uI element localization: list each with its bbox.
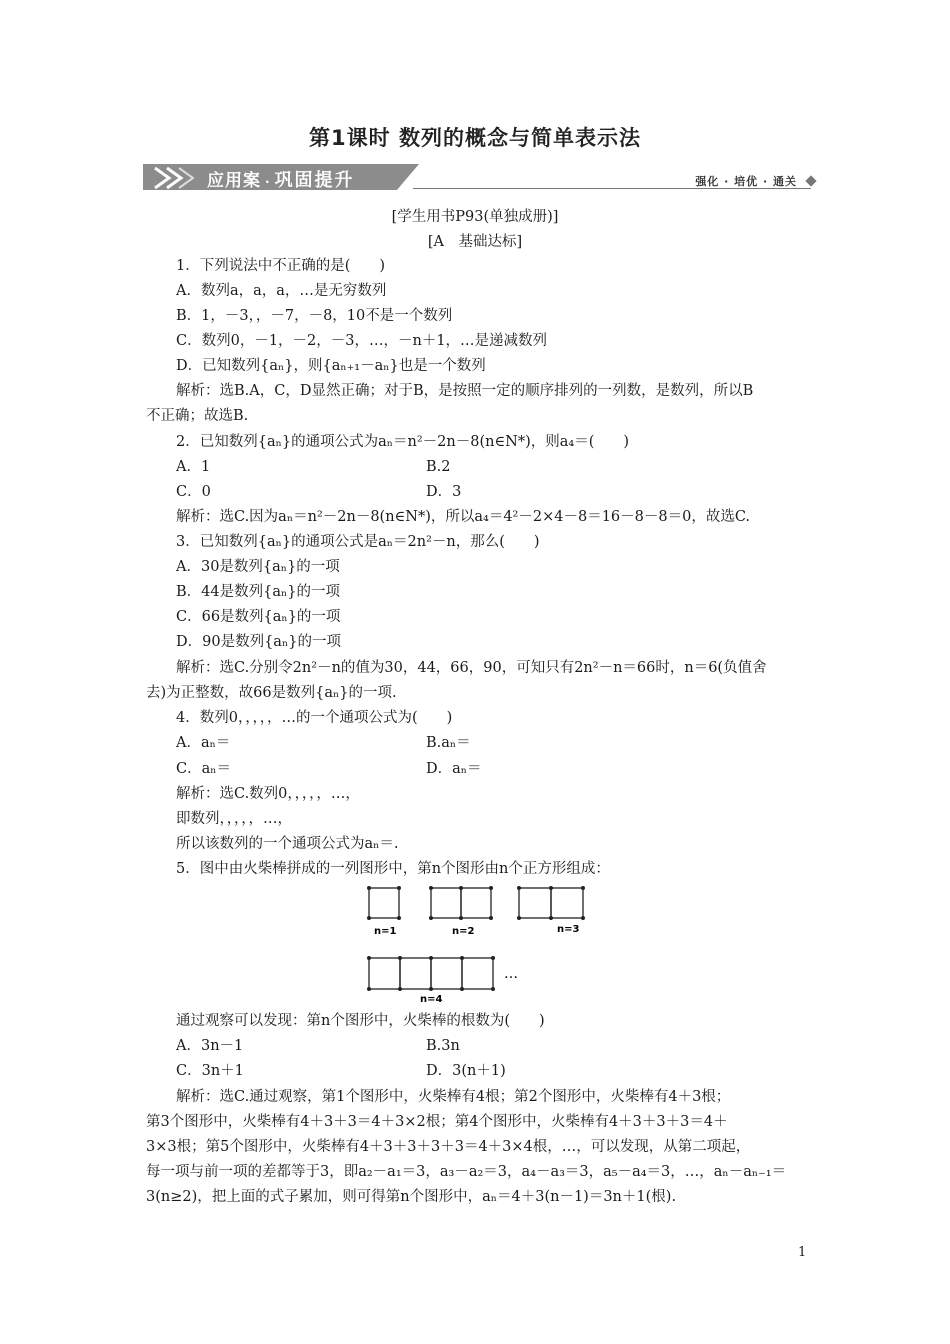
q1-option-c: C．数列0，－1，－2，－3，…，－n＋1，…是递减数列: [176, 333, 548, 349]
q4-option-a: A．aₙ＝: [176, 735, 231, 751]
banner-label: [207, 166, 355, 192]
figure-square: [369, 958, 400, 989]
q5-solution-4: 每一项与前一项的差都等于3，即a₂－a₁＝3，a₃－a₂＝3，a₄－a₃＝3，a₅－a₄＝3，…，aₙ－aₙ₋₁＝: [146, 1164, 787, 1180]
q5-option-d: D．3(n＋1): [426, 1063, 506, 1079]
page-title: 第1课时 数列的概念与简单表示法: [309, 126, 641, 150]
figure-label-n4: n=4: [420, 994, 443, 1004]
q5-solution-2: 第3个图形中，火柴棒有4＋3＋3＝4＋3×2根；第4个图形中，火柴棒有4＋3＋3＋3＝4＋: [146, 1114, 728, 1130]
q3-option-b: B．44是数列{aₙ}的一项: [176, 584, 340, 600]
question-2: 2．已知数列{aₙ}的通项公式为aₙ＝n²－2n－8(n∈N*)，则a₄＝( ): [176, 434, 630, 450]
q4-solution-1: 解析：选C.数列0，，，，，…，: [176, 786, 360, 802]
figure-label-n2: n=2: [452, 926, 475, 937]
figure-square: [461, 888, 491, 918]
diamond-icon: [805, 175, 816, 186]
q5-option-c: C．3n＋1: [176, 1063, 244, 1079]
q1-solution-2: 不正确；故选B.: [146, 408, 249, 424]
q2-option-c: C．0: [176, 484, 211, 500]
matchstick-figure: [360, 882, 600, 1004]
figure-ellipsis: …: [504, 966, 518, 982]
q4-solution-2: 即数列，，，，，…，: [176, 811, 292, 827]
q4-option-d: D．aₙ＝: [426, 761, 482, 777]
q4-solution-3: 所以该数列的一个通项公式为aₙ＝.: [176, 836, 399, 852]
q5-option-a: A．3n－1: [176, 1038, 244, 1054]
q1-option-a: A．数列a，a，a，…是无穷数列: [176, 283, 387, 299]
double-chevron-icon: [151, 166, 201, 190]
q2-option-b: B.2: [426, 459, 451, 475]
q5-solution-1: 解析：选C.通过观察，第1个图形中，火柴棒有4根；第2个图形中，火柴棒有4＋3根；: [176, 1089, 731, 1105]
source-note: [学生用书P93(单独成册)]: [391, 209, 559, 225]
figure-square: [431, 888, 461, 918]
q5-option-b: B.3n: [426, 1038, 460, 1054]
figure-square: [551, 888, 583, 918]
q3-option-c: C．66是数列{aₙ}的一项: [176, 609, 341, 625]
section-banner: [143, 158, 823, 196]
banner-right-label: 强化 · 培优 · 通关: [695, 175, 797, 188]
question-3: 3．已知数列{aₙ}的通项公式是aₙ＝2n²－n，那么( ): [176, 534, 540, 550]
q4-option-c: C．aₙ＝: [176, 761, 232, 777]
q5-solution-3: 3×3根；第5个图形中，火柴棒有4＋3＋3＋3＋3＝4＋3×4根，…，可以发现，从第二项起，: [146, 1139, 751, 1155]
q3-option-d: D．90是数列{aₙ}的一项: [176, 634, 341, 650]
q2-option-d: D．3: [426, 484, 462, 500]
figure-square: [462, 958, 493, 989]
q3-option-a: A．30是数列{aₙ}的一项: [176, 559, 340, 575]
question-4: 4．数列0，，，，，…的一个通项公式为( ): [176, 710, 453, 726]
q5-solution-5: 3(n≥2)，把上面的式子累加，则可得第n个图形中，aₙ＝4＋3(n－1)＝3n＋1(根).: [146, 1189, 677, 1205]
figure-square: [369, 888, 399, 918]
q3-solution-1: 解析：选C.分别令2n²－n的值为30，44，66，90，可知只有2n²－n＝66时，n＝6(负值舍: [176, 660, 767, 676]
banner-dot: ·: [265, 175, 271, 189]
section-heading: [A 基础达标]: [427, 234, 523, 250]
figure-label-n3: n=3: [557, 924, 580, 935]
banner-label-b: 巩固提升: [274, 170, 355, 191]
figure-label-n1: n=1: [374, 926, 397, 937]
q1-option-d: D．已知数列{aₙ}，则{aₙ₊₁－aₙ}也是一个数列: [176, 358, 486, 374]
figure-square: [431, 958, 462, 989]
q2-option-a: A．1: [176, 459, 211, 475]
question-5: 5．图中由火柴棒拼成的一列图形中，第n个图形由n个正方形组成：: [176, 861, 610, 877]
figure-square: [400, 958, 431, 989]
q1-option-b: B．1，－3，，－7，－8，10不是一个数列: [176, 308, 453, 324]
q5-observation: 通过观察可以发现：第n个图形中，火柴棒的根数为( ): [176, 1013, 545, 1029]
banner-label-a: 应用案: [207, 171, 261, 191]
q4-option-b: B.aₙ＝: [426, 735, 471, 751]
figure-square: [519, 888, 551, 918]
question-1: 1．下列说法中不正确的是( ): [176, 258, 386, 274]
page-number: 1: [798, 1245, 807, 1260]
q2-solution: 解析：选C.因为aₙ＝n²－2n－8(n∈N*)，所以a₄＝4²－2×4－8＝16－8－8＝0，故选C.: [176, 509, 751, 525]
q3-solution-2: 去)为正整数，故66是数列{aₙ}的一项.: [146, 685, 397, 701]
q1-solution-1: 解析：选B.A，C，D显然正确；对于B，是按照一定的顺序排列的一列数，是数列，所以B: [176, 383, 754, 399]
